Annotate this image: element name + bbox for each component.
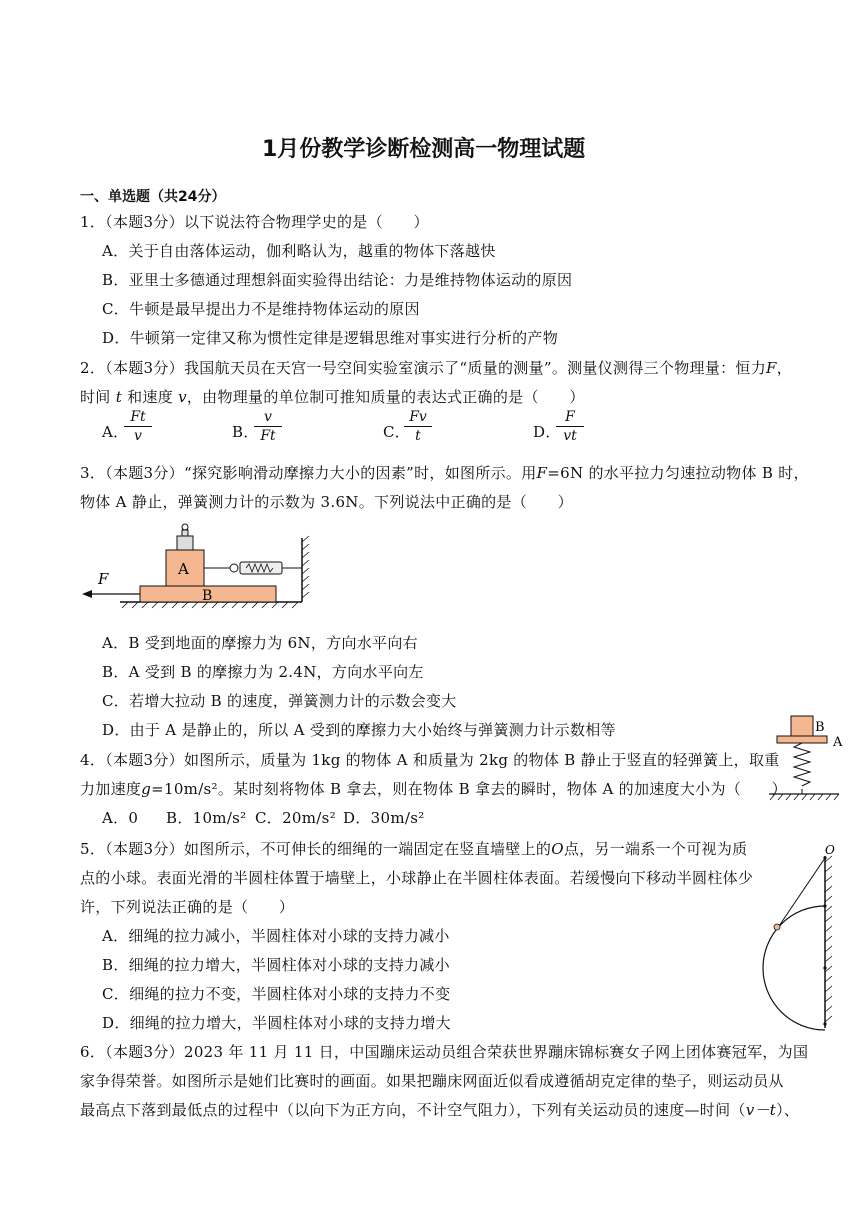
friction-setup-figure	[80, 520, 310, 610]
question-stem-line-2: 时间 t 和速度 v，由物理量的单位制可推知质量的表达式正确的是（ ）	[80, 388, 585, 406]
option-c-fraction: Fv t	[404, 409, 432, 444]
option-c: C．20m/s²	[255, 809, 336, 827]
option-b: B．A 受到 B 的摩擦力为 2.4N，方向水平向左	[102, 663, 424, 681]
question-stem-line-2: 力加速度g=10m/s²。某时刻将物体 B 拿去，则在物体 B 拿去的瞬时，物体 A 的加速度大小为（ ）	[80, 780, 787, 798]
option-b: B．10m/s²	[166, 809, 247, 827]
question-stem-line-1: 6．（本题3分）2023 年 11 月 11 日，中国蹦床运动员组合荣获世界蹦床锦标赛女子网上团体赛冠军，为国	[80, 1043, 809, 1061]
option-a-fraction: Ft v	[124, 409, 152, 444]
half-cylinder-figure	[755, 842, 845, 1032]
block-b-label: B	[815, 720, 825, 735]
question-stem-line-2: 点的小球。表面光滑的半圆柱体置于墙壁上，小球静止在半圆柱体表面。若缓慢向下移动半圆柱体少	[80, 869, 754, 887]
block-a-label: A	[833, 735, 843, 750]
force-label: F	[98, 570, 109, 588]
option-a-label: A．	[102, 423, 129, 441]
option-a: A．关于自由落体运动，伽利略认为，越重的物体下落越快	[102, 242, 496, 260]
option-d-label: D．	[533, 423, 561, 441]
option-c: C．细绳的拉力不变，半圆柱体对小球的支持力不变	[102, 985, 451, 1003]
option-b: B．亚里士多德通过理想斜面实验得出结论：力是维持物体运动的原因	[102, 271, 573, 289]
question-stem-line-3: 许，下列说法正确的是（ ）	[80, 898, 295, 916]
option-b-fraction: v Ft	[254, 409, 282, 444]
option-b: B．细绳的拉力增大，半圆柱体对小球的支持力减小	[102, 956, 450, 974]
page-title: 1月份教学诊断检测高一物理试题	[262, 137, 586, 162]
option-d: D．30m/s²	[343, 809, 425, 827]
option-a: A．细绳的拉力减小，半圆柱体对小球的支持力减小	[102, 927, 450, 945]
question-stem-line-1: 5．（本题3分）如图所示，不可伸长的细绳的一端固定在竖直墙壁上的O点，另一端系一个可视为质	[80, 840, 748, 858]
question-stem-line-1: 2．（本题3分）我国航天员在天宫一号空间实验室演示了“质量的测量”。测量仪测得三个物理量：恒力F，	[80, 359, 793, 377]
option-c: C．牛顿是最早提出力不是维持物体运动的原因	[102, 300, 420, 318]
question-stem-line-1: 4．（本题3分）如图所示，质量为 1kg 的物体 A 和质量为 2kg 的物体 B 静止于竖直的轻弹簧上，取重	[80, 751, 780, 769]
question-stem: 1．（本题3分）以下说法符合物理学史的是（ ）	[80, 213, 429, 231]
block-b-label: B	[202, 588, 213, 604]
question-stem-line-2: 家争得荣誉。如图所示是她们比赛时的画面。如果把蹦床网面近似看成遵循胡克定律的垫子，则运动员从	[80, 1072, 784, 1090]
option-b-label: B．	[232, 423, 259, 441]
block-a-label: A	[178, 560, 189, 578]
question-stem-line-3: 最高点下落到最低点的过程中（以向下为正方向，不计空气阻力），下列有关运动员的速度—时间（v－t）、	[80, 1101, 800, 1119]
option-d: D．细绳的拉力增大，半圆柱体对小球的支持力增大	[102, 1014, 451, 1032]
point-o-label: O	[825, 843, 835, 857]
spring-blocks-figure	[765, 712, 855, 802]
question-stem-line-2: 物体 A 静止，弹簧测力计的示数为 3.6N。下列说法中正确的是（ ）	[80, 493, 573, 511]
question-stem-line-1: 3．（本题3分）“探究影响滑动摩擦力大小的因素”时，如图所示。用F=6N 的水平拉力匀速拉动物体 B 时，	[80, 464, 809, 482]
option-c-label: C．	[383, 423, 411, 441]
option-d-fraction: F vt	[556, 409, 584, 444]
option-a: A．0	[102, 809, 139, 827]
option-d: D．牛顿第一定律又称为惯性定律是逻辑思维对事实进行分析的产物	[102, 329, 559, 347]
option-d: D．由于 A 是静止的，所以 A 受到的摩擦力大小始终与弹簧测力计示数相等	[102, 721, 616, 739]
option-c: C．若增大拉动 B 的速度，弹簧测力计的示数会变大	[102, 692, 457, 710]
option-a: A．B 受到地面的摩擦力为 6N，方向水平向右	[102, 634, 418, 652]
section-heading: 一、单选题（共24分）	[80, 189, 226, 205]
